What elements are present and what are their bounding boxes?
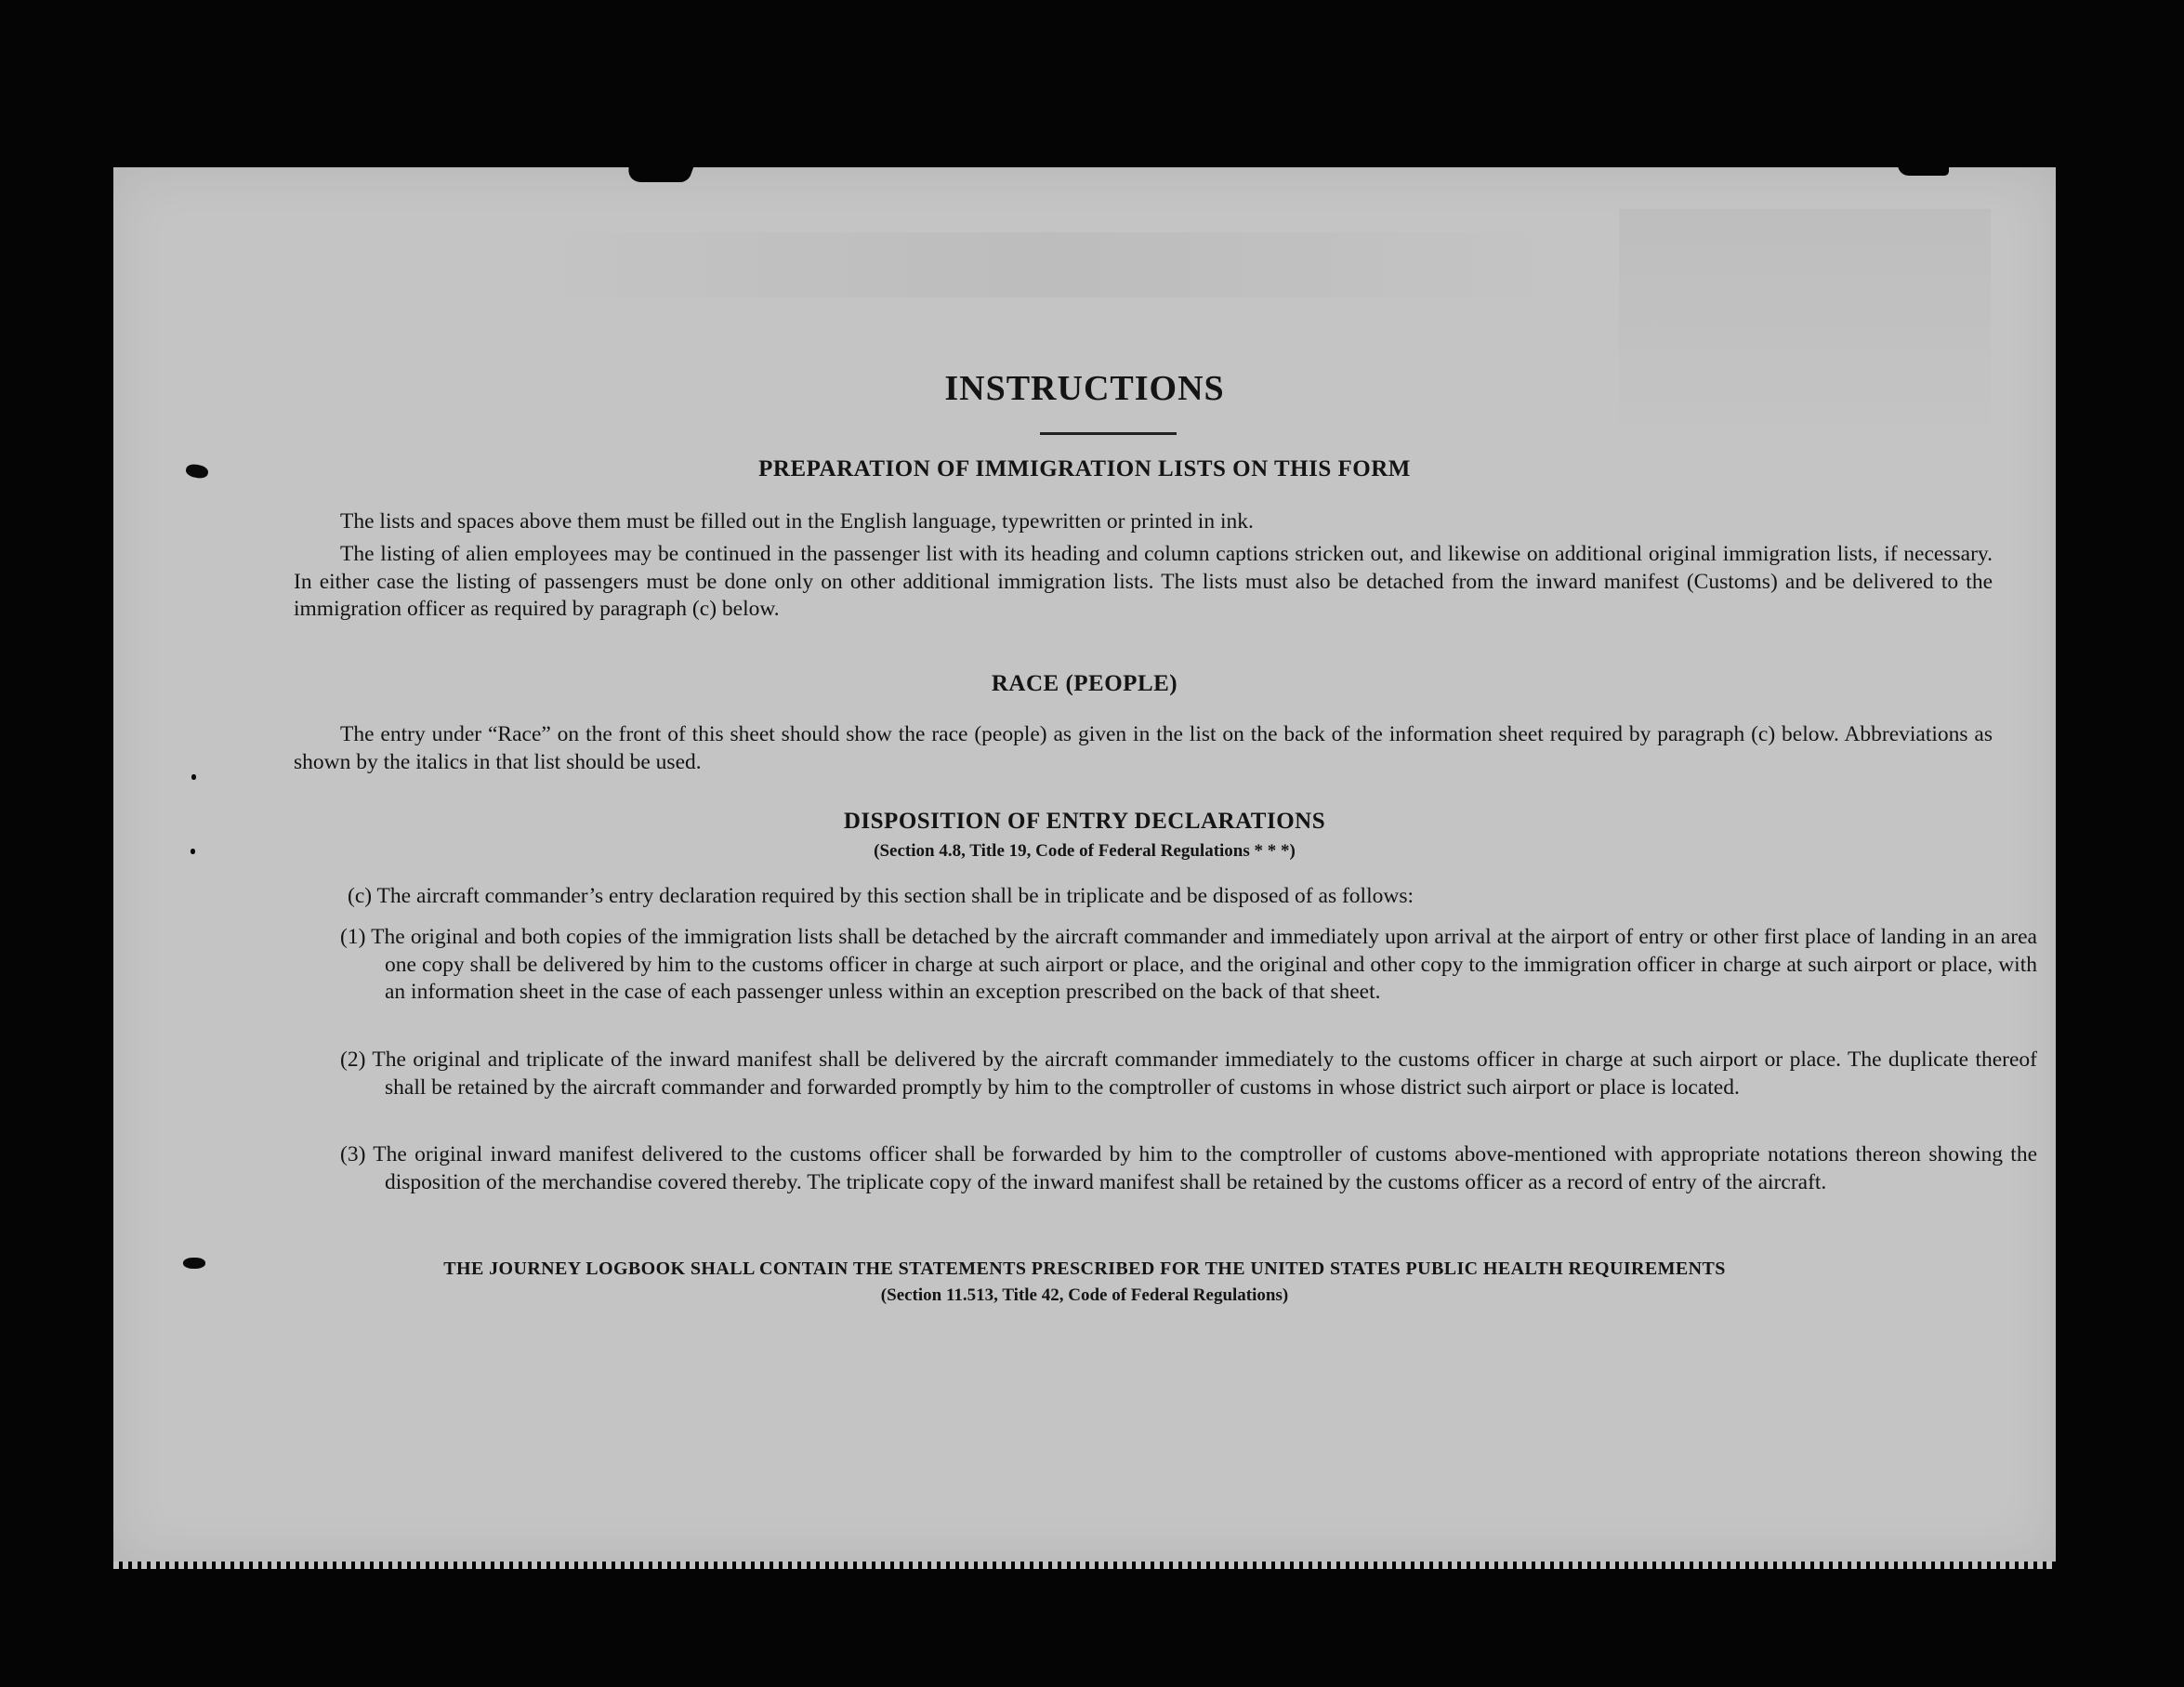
section-heading-race: RACE (PEOPLE) (991, 671, 1178, 696)
citation-title-19: (Section 4.8, Title 19, Code of Federal Regulations * * *) (874, 841, 1296, 861)
section-heading-disposition: DISPOSITION OF ENTRY DECLARATIONS (843, 809, 1326, 834)
paragraph-race: The entry under “Race” on the front of this sheet should show the race (people) as given in the list on the back of the information sheet required by paragraph (c) below. Abbreviations as shown by the italics in that list should be used. (294, 722, 1993, 774)
list-item-1: (1) The original and both copies of the immigration lists shall be detached by the aircraft commander and immediately upon arrival at the airport of entry or other first place of landing in an area one copy shall be delivered by him to the customs officer in charge at such airport or place, and the original and other copy to the immigration officer in charge at such airport or place, with an information sheet in the case of each passenger unless within an exception prescribed on the back of that sheet. (340, 925, 2037, 1004)
perforated-edge (113, 1562, 2056, 1569)
list-item-3: (3) The original inward manifest delivered to the customs officer shall be forwarded by him to the comptroller of customs above-mentioned with appropriate notations thereon showing the disposition of the merchandise covered thereby. The triplicate copy of the inward manifest shall be retained by the customs officer as a record of entry of the aircraft. (340, 1142, 2037, 1194)
page-title: INSTRUCTIONS (944, 369, 1225, 408)
document-page (113, 167, 2056, 1563)
paragraph-c-intro: (c) The aircraft commander’s entry declaration required by this section shall be in triplicate and be disposed of as follows: (348, 884, 1414, 908)
bleed-through-band (522, 232, 1572, 297)
bleed-through-band (1619, 209, 1991, 451)
paragraph-alien-employees: The listing of alien employees may be continued in the passenger list with its heading and column captions stricken out, and likewise on additional original immigration lists, if necessary. In either case the listing of passengers must be done only on other additional immigration lists. The lists must also be detached from the inward manifest (Customs) and be delivered to the immigration officer as required by paragraph (c) below. (294, 542, 1993, 621)
paragraph-language: The lists and spaces above them must be filled out in the English language, typewritten or printed in ink. (340, 509, 1254, 534)
citation-title-42: (Section 11.513, Title 42, Code of Federal Regulations) (880, 1285, 1289, 1305)
punch-mark (191, 849, 195, 854)
logbook-notice: THE JOURNEY LOGBOOK SHALL CONTAIN THE STATEMENTS PRESCRIBED FOR THE UNITED STATES PUBLIC HEALTH REQUIREMENTS (443, 1259, 1726, 1279)
torn-edge (1898, 165, 1949, 176)
title-underline (1040, 432, 1177, 435)
punch-mark (191, 774, 196, 780)
list-item-2: (2) The original and triplicate of the inward manifest shall be delivered by the aircraft commander immediately to the customs officer in charge at such airport or place. The duplicate thereof shall be retained by the aircraft commander and forwarded promptly by him to the comptroller of customs in whose district such airport or place is located. (340, 1048, 2037, 1100)
punch-mark (183, 1258, 205, 1269)
section-heading-preparation: PREPARATION OF IMMIGRATION LISTS ON THIS FORM (758, 456, 1411, 481)
torn-edge (623, 164, 694, 182)
